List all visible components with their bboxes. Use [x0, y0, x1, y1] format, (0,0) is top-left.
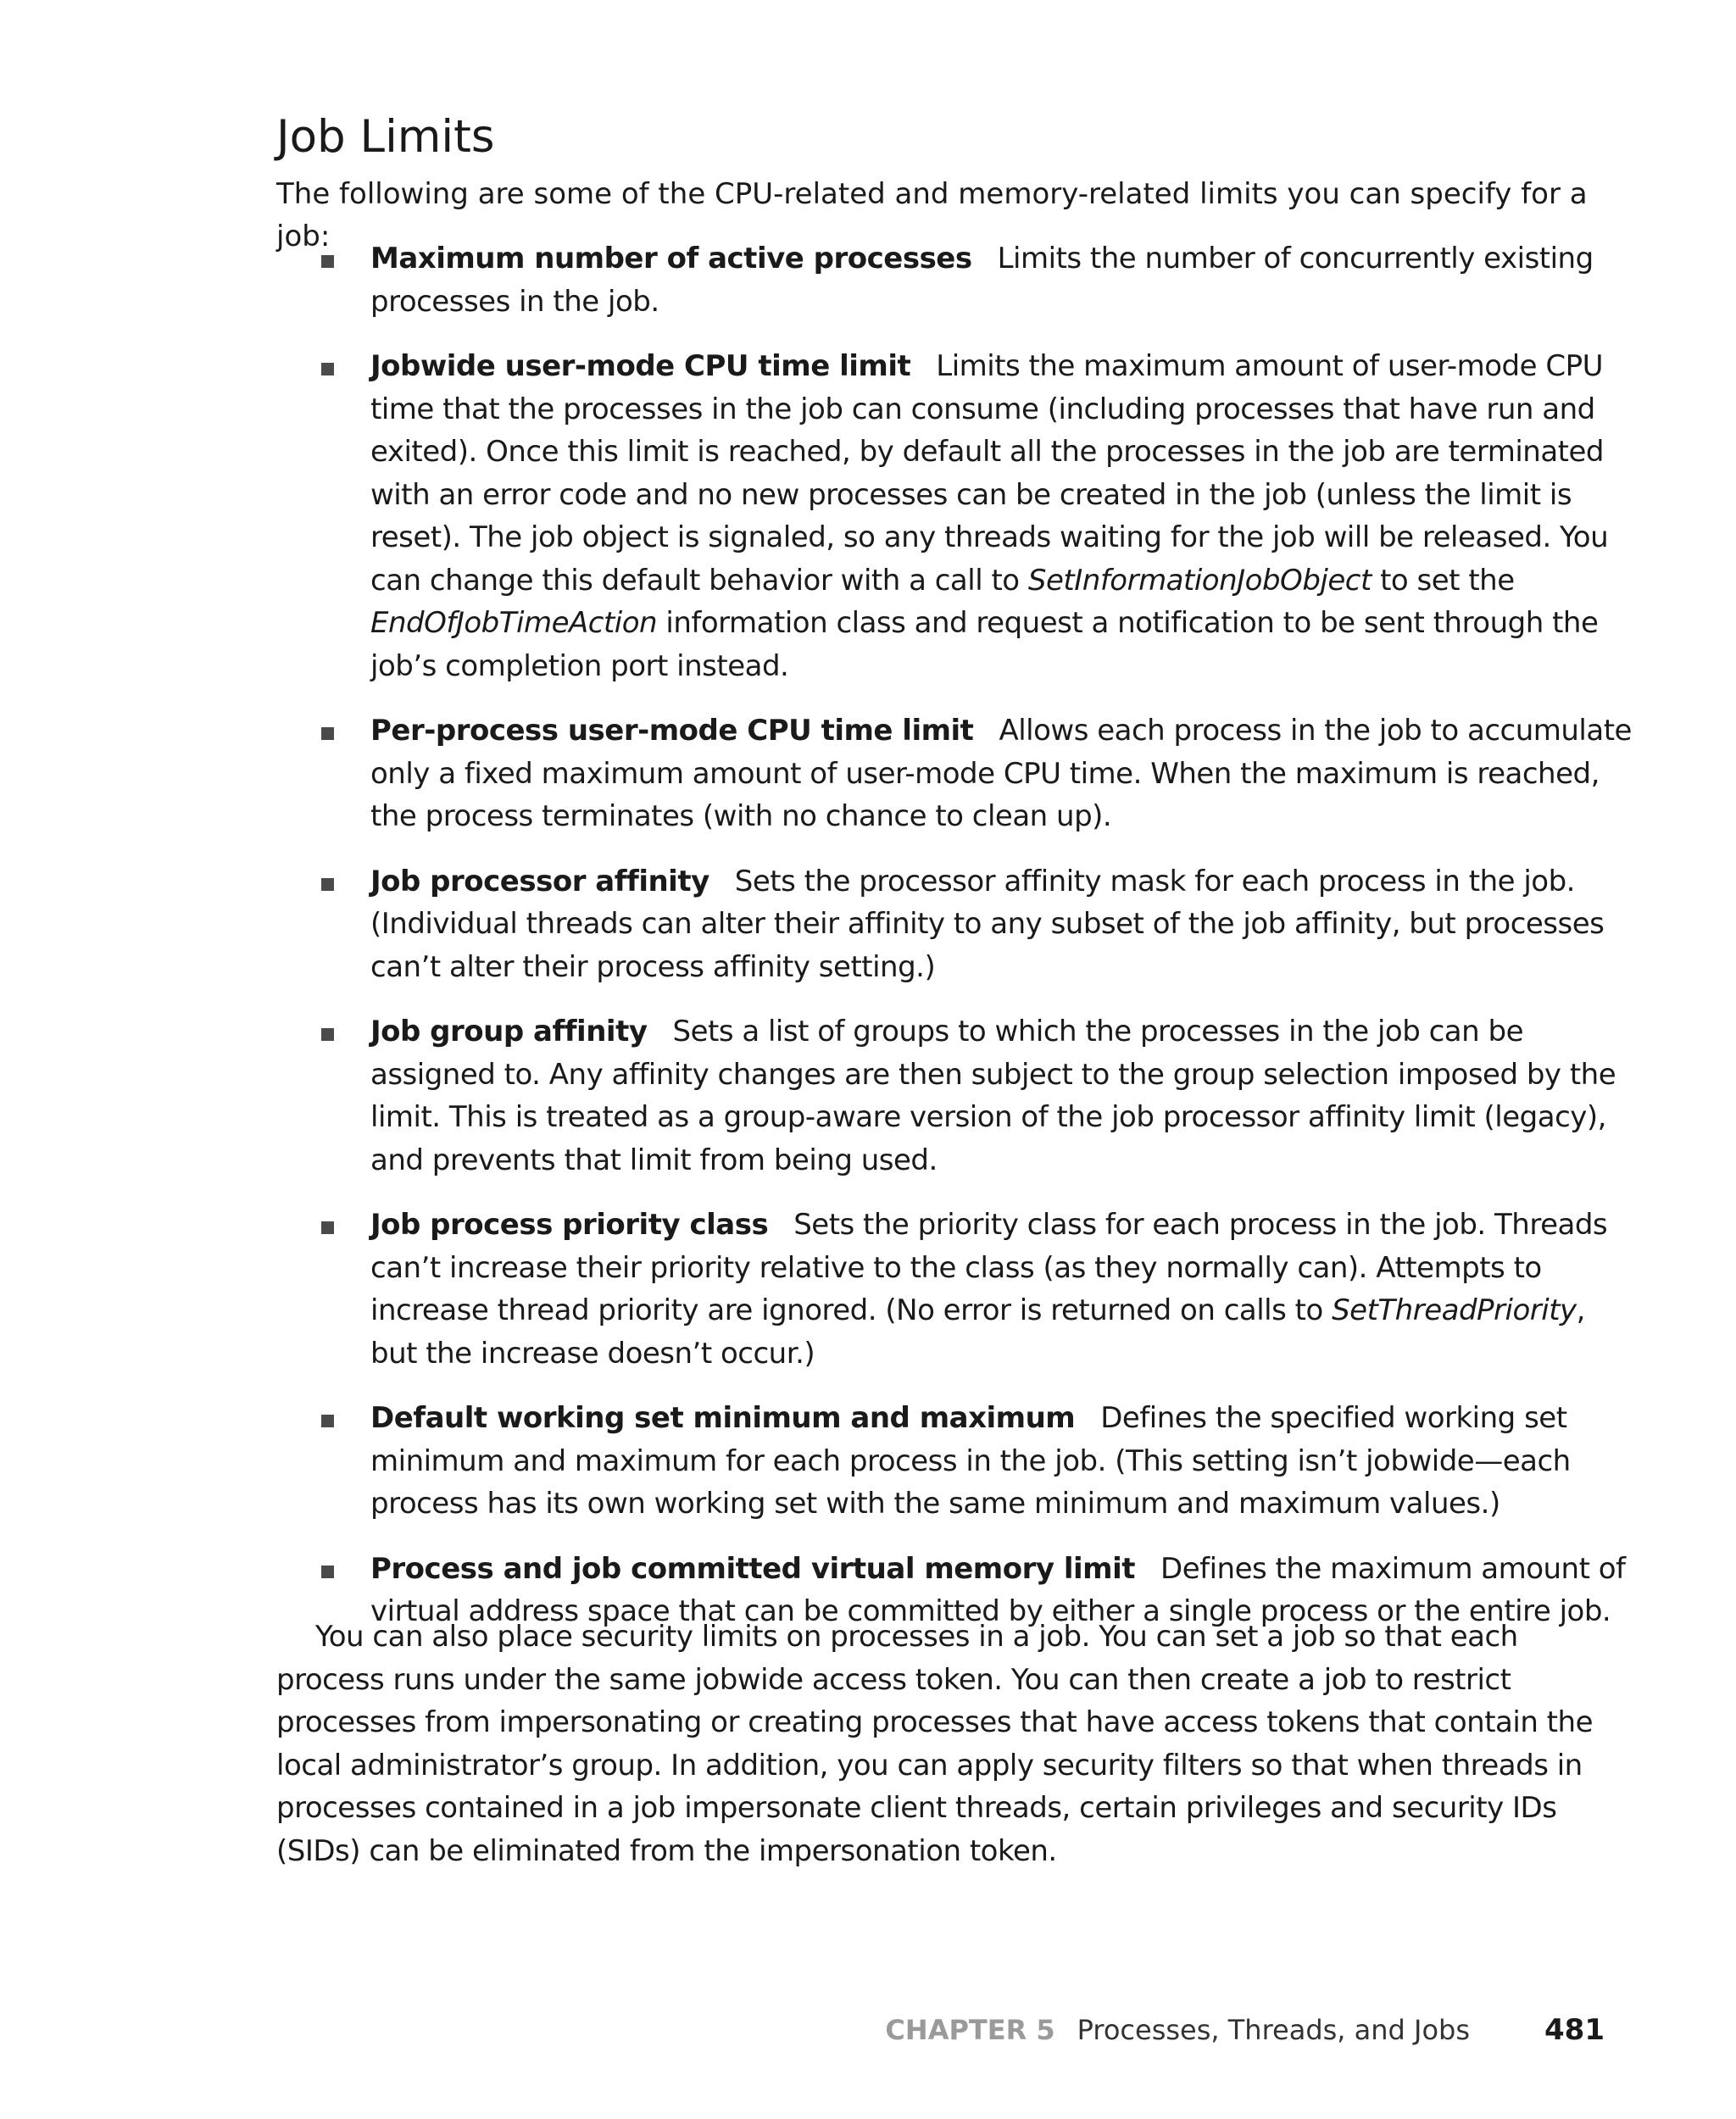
limit-term: Jobwide user-mode CPU time limit [370, 349, 911, 383]
section-heading: Job Limits [276, 111, 495, 163]
limit-description-end: information class and request a notification to be sent through the job’s completion port instead. [370, 606, 1599, 683]
api-name-endofjobtimeaction: EndOfJobTimeAction [370, 606, 658, 640]
limit-item-working-set [276, 1397, 1633, 1526]
limit-term: Job group affinity [370, 1015, 648, 1048]
api-name-setthreadpriority: SetThreadPriority [1332, 1293, 1577, 1327]
limit-description: Allows each process in the job to accumulate only a fixed maximum amount of user-mode CPU time. When the maximum is reached, the process terminates (with no chance to clean up). [370, 714, 1632, 833]
square-bullet-icon [321, 727, 334, 740]
square-bullet-icon [321, 1221, 334, 1234]
limit-description: Limits the number of concurrently existing processes in the job. [370, 242, 1594, 319]
intro-paragraph: The following are some of the CPU-related and memory-related limits you can specify for a job: [276, 177, 1588, 253]
limit-description: Defines the specified working set minimum and maximum for each process in the job. (This setting isn’t jobwide—each process has its own working set with the same minimum and maximum values.) [370, 1401, 1571, 1521]
limit-term: Per-process user-mode CPU time limit [370, 714, 974, 748]
limit-description: Limits the maximum amount of user-mode CPU time that the processes in the job can consume (including processes that have run and exited). Once this limit is reached, by default all the processes in the job are terminated with an error code and no new processes can be created in the job (unless the limit is reset). The job object is signaled, so any threads waiting for the job will be released. You can change this default behavior with a call to [370, 349, 1609, 598]
limit-item-priority-class [276, 1204, 1633, 1375]
limit-description: Sets a list of groups to which the processes in the job can be assigned to. Any affinity changes are then subject to the group selection imposed by the limit. This is treated as a group-aware version of the job processor affinity limit (legacy), and prevents that limit from being used. [370, 1015, 1616, 1177]
square-bullet-icon [321, 255, 334, 268]
page-footer [885, 2009, 1605, 2051]
page-number: 481 [1544, 2013, 1605, 2047]
api-name-setinformationjobobject: SetInformationJobObject [1027, 563, 1372, 598]
limit-term: Default working set minimum and maximum [370, 1401, 1076, 1435]
limit-item-per-process-cpu-time [276, 709, 1633, 838]
limit-term: Maximum number of active processes [370, 242, 972, 275]
limit-description: Sets the priority class for each process in the job. Threads can’t increase their priority relative to the class (as they normally can). Attempts to increase thread priority are ignored. (No error is returned on calls to [370, 1208, 1608, 1327]
limit-item-jobwide-cpu-time [276, 345, 1633, 687]
security-limits-paragraph: You can also place security limits on processes in a job. You can set a job so that each process runs under the same jobwide access token. You can then create a job to restrict processes from impersonating or creating processes that have access tokens that contain the local administrator’s group. In addition, you can apply security filters so that when threads in processes contained in a job impersonate client threads, certain privileges and security IDs (SIDs) can be eliminated from the impersonation token. [276, 1620, 1593, 1868]
limit-item-max-active-processes [276, 237, 1633, 323]
square-bullet-icon [321, 1415, 334, 1427]
square-bullet-icon [321, 1028, 334, 1041]
footer-chapter-label: CHAPTER 5 [885, 2014, 1055, 2046]
footer-chapter-title: Processes, Threads, and Jobs [1077, 2014, 1471, 2046]
square-bullet-icon [321, 878, 334, 891]
limit-term: Job process priority class [370, 1208, 769, 1242]
limit-item-processor-affinity [276, 860, 1633, 989]
limit-term: Process and job committed virtual memory limit [370, 1551, 1136, 1586]
limit-item-group-affinity [276, 1010, 1633, 1182]
limit-description: Sets the processor affinity mask for each process in the job. (Individual threads can alter their affinity to any subset of the job affinity, but processes can’t alter their process affinity setting.) [370, 864, 1605, 984]
limit-term: Job processor affinity [370, 864, 709, 898]
limit-description-end: , but the increase doesn’t occur.) [370, 1293, 1585, 1371]
square-bullet-icon [321, 363, 334, 375]
limit-description-continued: to set the [1371, 563, 1515, 598]
limits-list [276, 237, 1633, 1655]
limit-description: Defines the maximum amount of virtual address space that can be committed by either a single process or the entire job. [370, 1551, 1626, 1628]
square-bullet-icon [321, 1566, 334, 1578]
